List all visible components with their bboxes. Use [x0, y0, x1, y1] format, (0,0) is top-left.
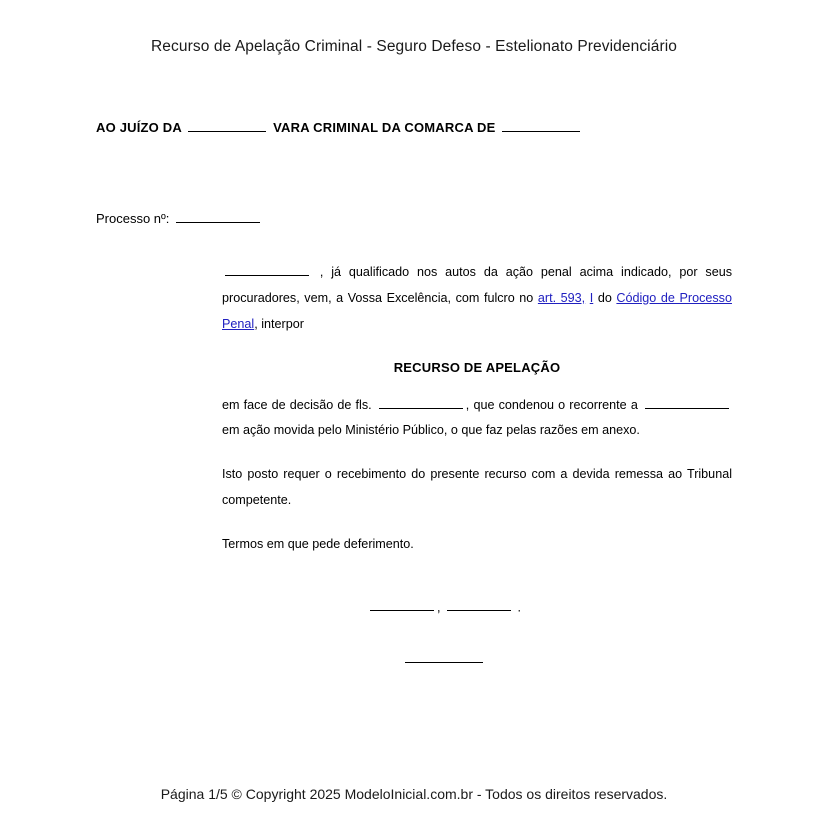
- signature-period: .: [517, 600, 521, 615]
- paragraph-decision-text-a: em face de decisão de fls.: [222, 397, 372, 412]
- blank-field-sentence[interactable]: [645, 397, 729, 409]
- paragraph-request: Isto posto requer o recebimento do presente recurso com a devida remessa ao Tribunal competente.: [222, 467, 732, 507]
- appeal-heading: RECURSO DE APELAÇÃO: [393, 359, 561, 375]
- blank-field-process-number[interactable]: [176, 211, 260, 223]
- page-footer: Página 1/5 © Copyright 2025 ModeloInicial.com.br - Todos os direitos reservados.: [160, 786, 668, 802]
- link-art-593[interactable]: art. 593,: [537, 290, 586, 305]
- paragraph-decision-text-b: , que condenou o recorrente a: [465, 397, 638, 412]
- paragraph-decision-text-c: em ação movida pelo Ministério Público, o que faz pelas razões em anexo.: [222, 423, 640, 438]
- blank-field-signature[interactable]: [405, 648, 483, 663]
- paragraph-decision: [96, 393, 732, 445]
- blank-field-fls[interactable]: [379, 397, 463, 409]
- court-heading-part-2: VARA CRIMINAL DA COMARCA DE: [273, 120, 496, 136]
- signature-place-date: [96, 600, 732, 615]
- paragraph-qualification-text-b: do: [593, 290, 617, 305]
- paragraph-qualification: [96, 260, 732, 337]
- blank-field-city[interactable]: [370, 600, 434, 612]
- signature-separator: ,: [437, 600, 441, 615]
- process-number-label: Processo nº:: [96, 211, 170, 227]
- link-inciso-i[interactable]: I: [589, 290, 594, 305]
- blank-field-date[interactable]: [447, 600, 511, 612]
- court-heading-part-1: AO JUÍZO DA: [96, 120, 182, 136]
- signature-line: [96, 648, 732, 668]
- court-heading: [96, 120, 732, 135]
- document-body: [96, 110, 732, 668]
- paragraph-closing: Termos em que pede deferimento.: [222, 536, 414, 551]
- paragraph-qualification-text-c: , interpor: [254, 316, 304, 331]
- blank-field-appellant-name[interactable]: [225, 264, 309, 276]
- page-title: Recurso de Apelação Criminal - Seguro Defeso - Estelionato Previdenciário: [151, 38, 677, 55]
- paragraph-qualification-text-a: , já qualificado nos autos da ação penal acima indicado, por seus procuradores, vem, a Vossa Excelência, com fulcro no: [222, 265, 732, 305]
- blank-field-court-number[interactable]: [188, 120, 266, 132]
- blank-field-comarca[interactable]: [502, 120, 580, 132]
- process-number-line: [96, 211, 732, 226]
- link-codigo-processo-penal[interactable]: Código de Processo Penal: [222, 290, 732, 331]
